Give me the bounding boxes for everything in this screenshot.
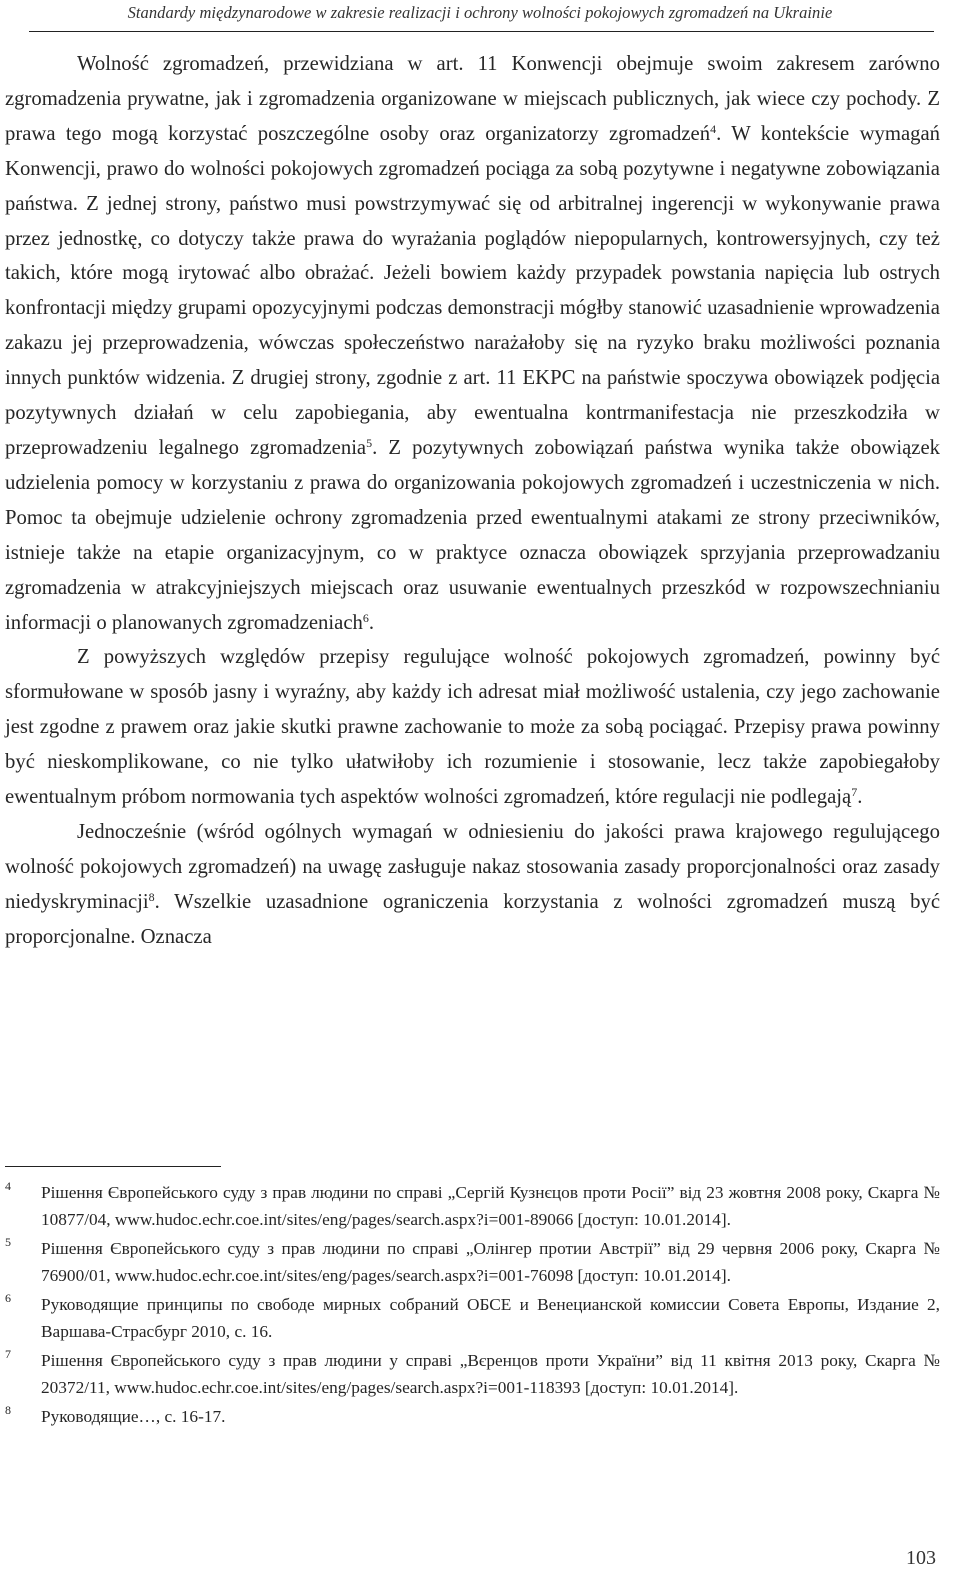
footnote-8 bbox=[5, 1403, 940, 1430]
paragraph-3 bbox=[5, 815, 940, 955]
main-text bbox=[5, 47, 940, 955]
footnote-ref-5[interactable]: 5 bbox=[366, 435, 373, 450]
paragraph-1-part-2: . W kontekście wymagań Konwencji, prawo do wolności pokojowych zgromadzeń pociąga za sobą pozytywne i negatywne zobowiązania państwa. Z jednej strony, państwo musi powstrzymywać się od arbitralnej ingerencji w wykonywanie prawa przez jednostkę, co dotyczy także prawa do wyrażania poglądów niepopularnych, kontrowersyjnych, czy też takich, które mogą irytować albo obrażać. Jeżeli bowiem każdy przypadek powstania napięcia lub ostrych konfrontacji między grupami opozycyjnymi podczas demonstracji mógłby stanowić uzasadnienie wprowadzenia zakazu jej przeprowadzenia, wówczas społeczeństwo narażałoby się na ryzyko braku możliwości poznania innych punktów widzenia. Z drugiej strony, zgodnie z art. 11 EKPC na państwie spoczywa obowiązek podjęcia pozytywnych działań w celu zapobiegania, aby ewentualna kontrmanifestacja nie przeszkodziła w przeprowadzeniu legalnego zgromadzenia bbox=[5, 122, 940, 459]
paragraph-2-part-1: Z powyższych względów przepisy regulujące wolność pokojowych zgromadzeń, powinny być sformułowane w sposób jasny i wyraźny, aby każdy ich adresat miał możliwość ustalenia, czy jego zachowanie jest zgodne z prawem oraz jakie skutki prawne zachowanie to może za sobą pociągać. Przepisy prawa powinny być nieskomplikowane, co nie tylko ułatwiłoby ich rozumienie i stosowanie, lecz także zapobiegałoby ewentualnym próbom normowania tych aspektów wolności zgromadzeń, które regulacji nie podlegają bbox=[5, 646, 940, 809]
paragraph-2 bbox=[5, 640, 940, 815]
footnote-number: 6 bbox=[5, 1291, 11, 1305]
footnotes bbox=[5, 1179, 940, 1432]
running-header: Standardy międzynarodowe w zakresie realizacji i ochrony wolności pokojowych zgromadzeń na Ukrainie bbox=[127, 3, 833, 22]
footnote-number: 8 bbox=[5, 1403, 11, 1417]
footnote-text: Руководящие принципы по свободе мирных собраний ОБСЕ и Венецианской комиссии Совета Европы, Издание 2, Варшава-Страсбург 2010, с. 16. bbox=[41, 1295, 940, 1341]
paragraph-3-part-1: Jednocześnie (wśród ogólnych wymagań w odniesieniu do jakości prawa krajowego regulującego wolność pokojowych zgromadzeń) na uwagę zasługuje nakaz stosowania zasady proporcjonalności oraz zasady niedyskryminacji bbox=[5, 820, 940, 913]
footnote-ref-6[interactable]: 6 bbox=[362, 610, 369, 625]
paragraph-1 bbox=[5, 47, 940, 640]
paragraph-2-part-2: . bbox=[857, 786, 863, 809]
footnote-ref-4[interactable]: 4 bbox=[710, 121, 717, 136]
paragraph-1-part-1: Wolność zgromadzeń, przewidziana w art. 11 Konwencji obejmuje swoim zakresem zarówno zgromadzenia prywatne, jak i zgromadzenia organizowane w miejscach publicznych, jak wiece czy pochody. Z prawa tego mogą korzystać poszczególne osoby oraz organizatorzy zgromadzeń bbox=[5, 53, 940, 145]
footnote-rule bbox=[5, 1166, 221, 1167]
paragraph-1-part-3: . Z pozytywnych zobowiązań państwa wynika także obowiązek udzielenia pomocy w korzystaniu z prawa do organizowania pokojowych zgromadzeń i uczestniczenia w nich. Pomoc ta obejmuje udzielenie ochrony zgromadzenia przed ewentualnymi atakami ze strony przeciwników, istnieje także na etapie organizacyjnym, co w praktyce oznacza obowiązek sprzyjania przeprowadzaniu zgromadzenia w atrakcyjniejszych miejscach oraz usuwanie ewentualnych przeszkód w rozpowszechnianiu informacji o planowanych zgromadzeniach bbox=[5, 436, 940, 634]
footnote-6 bbox=[5, 1291, 940, 1345]
footnote-ref-8[interactable]: 8 bbox=[148, 889, 155, 904]
footnote-text: Руководящие…, с. 16-17. bbox=[41, 1407, 226, 1426]
footnote-number: 7 bbox=[5, 1347, 11, 1361]
footnote-7 bbox=[5, 1347, 940, 1401]
footnote-4 bbox=[5, 1179, 940, 1233]
paragraph-1-part-4: . bbox=[368, 611, 375, 634]
footnote-5 bbox=[5, 1235, 940, 1289]
header-rule bbox=[29, 31, 934, 32]
footnote-ref-7[interactable]: 7 bbox=[851, 785, 858, 800]
footnote-text: Рішення Європейського суду з прав людини по справі „Олінгер протии Австрії” від 29 червня 2006 року, Скарга № 76900/01, www.hudoc.echr.coe.int/sites/eng/pages/search.aspx?i=001-76098 [доступ: 10.01.2014]. bbox=[41, 1239, 940, 1285]
footnote-number: 4 bbox=[5, 1179, 11, 1193]
paragraph-3-part-2: . Wszelkie uzasadnione ograniczenia korzystania z wolności zgromadzeń muszą być proporcjonalne. Oznacza bbox=[5, 890, 940, 948]
footnote-text: Рішення Європейського суду з прав людини по справі „Сергій Кузнєцов проти Росії” від 23 жовтня 2008 року, Скарга № 10877/04, www.hudoc.echr.coe.int/sites/eng/pages/search.aspx?i=001-89066 [доступ: 10.01.2014]. bbox=[41, 1183, 940, 1229]
page-number: 103 bbox=[906, 1547, 936, 1569]
footnote-text: Рішення Європейського суду з прав людини у справі „Вєренцов проти України” від 11 квітня 2013 року, Скарга № 20372/11, www.hudoc.echr.coe.int/sites/eng/pages/search.aspx?i=001-118393 [доступ: 10.01.2014]. bbox=[41, 1351, 940, 1397]
footnote-number: 5 bbox=[5, 1235, 11, 1249]
